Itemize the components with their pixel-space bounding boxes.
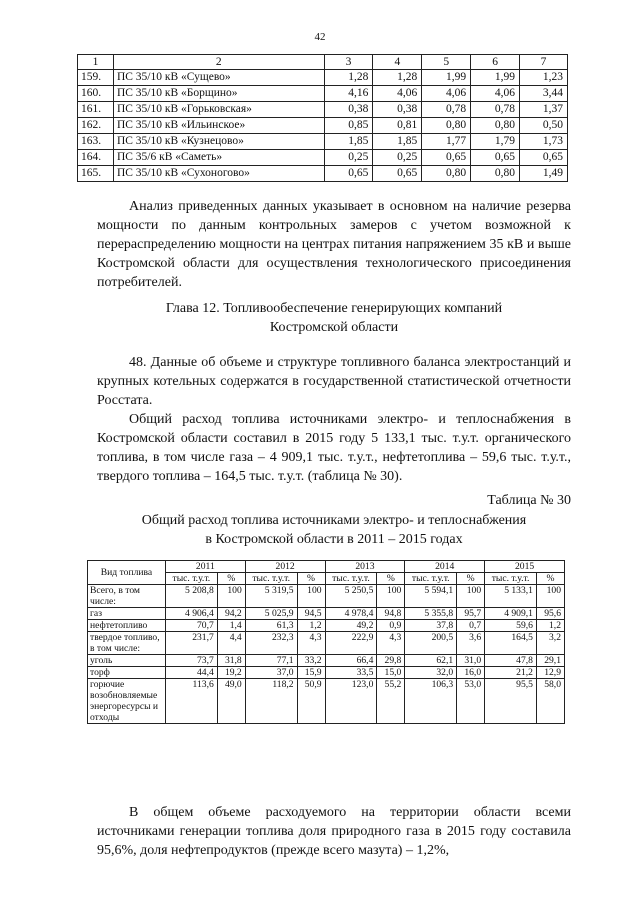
value-cell: 1,37 [520,102,568,118]
closing-paragraph: В общем объеме расходуемого на территории области всеми источниками генерации топлива доля природного газа в 2015 году составила 95,6%, доля нефтепродуктов (прежде всего мазута) – 1,2%, [97,805,571,858]
header-cell: 3 [324,55,373,70]
value-cell: 4,06 [471,86,520,102]
chapter-title-line-2: Костромской области [269,320,399,335]
substation-reserve-table [77,54,568,182]
value-cell: 0,78 [471,102,520,118]
value-cell: 1,77 [422,134,471,150]
table-row [78,86,568,102]
percent-cell: 55,2 [377,679,405,724]
header-cell: 5 [422,55,471,70]
value-cell: 5 208,8 [165,585,217,608]
table-row [88,608,565,620]
value-cell: 77,1 [245,655,297,667]
percent-cell: 0,9 [377,620,405,632]
header-cell: 6 [471,55,520,70]
percent-cell: 15,0 [377,667,405,679]
header-cell: 4 [373,55,422,70]
fuel-label: нефтетопливо [88,620,166,632]
value-cell: 1,79 [471,134,520,150]
percent-cell: 31,8 [217,655,245,667]
analysis-paragraph: Анализ приведенных данных указывает в основном на наличие резерва мощности по данным контрольных замеров с учетом возможной к перераспределению мощности на центрах питания напряжением 35 кВ и выше Костромской области для осуществления технологического присоединения потребителей. [97,199,571,290]
year-header-row [88,561,565,573]
row-number: 160. [78,86,114,102]
header-cell: 7 [520,55,568,70]
percent-cell: 100 [297,585,325,608]
value-cell: 1,85 [324,134,373,150]
value-cell: 0,50 [520,118,568,134]
percent-cell: 50,9 [297,679,325,724]
value-cell: 33,5 [325,667,377,679]
value-cell: 0,80 [471,118,520,134]
value-cell: 0,65 [422,150,471,166]
value-cell: 0,80 [422,166,471,182]
header-cell: 1 [78,55,114,70]
value-cell: 164,5 [485,632,537,655]
year-header: 2014 [405,561,485,573]
percent-cell: 29,1 [536,655,564,667]
percent-cell: 53,0 [457,679,485,724]
percent-cell: 100 [457,585,485,608]
substation-name: ПС 35/10 кВ «Борщино» [113,86,324,102]
value-cell: 0,65 [324,166,373,182]
table-header-row [78,55,568,70]
table-row [78,102,568,118]
value-cell: 32,0 [405,667,457,679]
year-header: 2011 [165,561,245,573]
substation-name: ПС 35/10 кВ «Кузнецово» [113,134,324,150]
value-cell: 5 025,9 [245,608,297,620]
table-row [78,118,568,134]
percent-cell: 95,6 [536,608,564,620]
value-cell: 113,6 [165,679,217,724]
value-cell: 0,38 [373,102,422,118]
value-cell: 0,65 [520,150,568,166]
value-cell: 5 133,1 [485,585,537,608]
percent-cell: 1,2 [536,620,564,632]
unit-header: тыс. т.у.т. [485,573,537,585]
row-number: 164. [78,150,114,166]
value-cell: 5 250,5 [325,585,377,608]
percent-cell: 3,6 [457,632,485,655]
page-number: 42 [314,31,326,43]
percent-cell: 31,0 [457,655,485,667]
value-cell: 1,49 [520,166,568,182]
substation-name: ПС 35/6 кВ «Саметь» [113,150,324,166]
value-cell: 1,23 [520,70,568,86]
value-cell: 70,7 [165,620,217,632]
value-cell: 4,06 [422,86,471,102]
fuel-consumption-table [87,560,565,724]
value-cell: 37,0 [245,667,297,679]
value-cell: 62,1 [405,655,457,667]
value-cell: 118,2 [245,679,297,724]
value-cell: 1,99 [422,70,471,86]
table-row [88,620,565,632]
table-row [78,150,568,166]
row-number: 161. [78,102,114,118]
percent-cell: 15,9 [297,667,325,679]
value-cell: 232,3 [245,632,297,655]
value-cell: 0,85 [324,118,373,134]
percent-cell: 33,2 [297,655,325,667]
year-header: 2012 [245,561,325,573]
value-cell: 0,38 [324,102,373,118]
value-cell: 37,8 [405,620,457,632]
value-cell: 1,28 [324,70,373,86]
fuel-label: горючие возобновляемые энергоресурсы и отходы [88,679,166,724]
value-cell: 21,2 [485,667,537,679]
table-row [88,679,565,724]
table-row [88,667,565,679]
unit-header: тыс. т.у.т. [245,573,297,585]
percent-cell: 1,4 [217,620,245,632]
percent-cell: 94,2 [217,608,245,620]
percent-header: % [297,573,325,585]
percent-cell: 100 [217,585,245,608]
year-header: 2015 [485,561,565,573]
percent-cell: 49,0 [217,679,245,724]
value-cell: 0,65 [373,166,422,182]
table-label: Таблица № 30 [487,493,571,508]
percent-cell: 4,3 [297,632,325,655]
percent-cell: 16,0 [457,667,485,679]
value-cell: 231,7 [165,632,217,655]
value-cell: 200,5 [405,632,457,655]
substation-name: ПС 35/10 кВ «Ильинское» [113,118,324,134]
percent-cell: 12,9 [536,667,564,679]
table-title-line-2: в Костромской области в 2011 – 2015 годах [205,532,463,547]
table-row [78,166,568,182]
unit-header: тыс. т.у.т. [325,573,377,585]
value-cell: 1,99 [471,70,520,86]
percent-header: % [536,573,564,585]
value-cell: 222,9 [325,632,377,655]
percent-cell: 100 [536,585,564,608]
row-number: 163. [78,134,114,150]
unit-header: тыс. т.у.т. [405,573,457,585]
fuel-type-header: Вид топлива [88,561,166,585]
value-cell: 106,3 [405,679,457,724]
percent-cell: 4,3 [377,632,405,655]
fuel-label: уголь [88,655,166,667]
value-cell: 5 319,5 [245,585,297,608]
value-cell: 4 909,1 [485,608,537,620]
value-cell: 4 978,4 [325,608,377,620]
table-row [88,655,565,667]
value-cell: 61,3 [245,620,297,632]
percent-cell: 100 [377,585,405,608]
fuel-label: газ [88,608,166,620]
value-cell: 5 355,8 [405,608,457,620]
percent-cell: 94,8 [377,608,405,620]
value-cell: 4,16 [324,86,373,102]
percent-cell: 95,7 [457,608,485,620]
table-row [88,585,565,608]
percent-cell: 0,7 [457,620,485,632]
row-number: 162. [78,118,114,134]
value-cell: 3,44 [520,86,568,102]
table-row [78,70,568,86]
value-cell: 0,65 [471,150,520,166]
value-cell: 44,4 [165,667,217,679]
header-cell: 2 [113,55,324,70]
percent-cell: 4,4 [217,632,245,655]
chapter-title-line-1: Глава 12. Топливообеспечение генерирующих компаний [165,301,503,316]
percent-cell: 94,5 [297,608,325,620]
value-cell: 5 594,1 [405,585,457,608]
value-cell: 49,2 [325,620,377,632]
fuel-label: Всего, в том числе: [88,585,166,608]
substation-name: ПС 35/10 кВ «Горьковская» [113,102,324,118]
value-cell: 1,28 [373,70,422,86]
value-cell: 1,85 [373,134,422,150]
paragraph-total-consumption: Общий расход топлива источниками электро- и теплоснабжения в Костромской области составил в 2015 году 5 133,1 тыс. т.у.т. органического топлива, в том числе газа – 4 909,1 тыс. т.у.т., нефтетоплива – 59,6 тыс. т.у.т., твердого топлива – 164,5 тыс. т.у.т. (таблица № 30). [97,412,571,484]
percent-header: % [217,573,245,585]
value-cell: 0,80 [422,118,471,134]
table-row [78,134,568,150]
row-number: 165. [78,166,114,182]
year-header: 2013 [325,561,405,573]
value-cell: 47,8 [485,655,537,667]
value-cell: 66,4 [325,655,377,667]
value-cell: 95,5 [485,679,537,724]
paragraph-48: 48. Данные об объеме и структуре топливного баланса электростанций и крупных котельных содержатся в государственной статистической отчетности Росстата. [97,355,571,408]
value-cell: 0,25 [324,150,373,166]
fuel-label: твердое топливо, в том числе: [88,632,166,655]
percent-header: % [457,573,485,585]
value-cell: 0,25 [373,150,422,166]
value-cell: 73,7 [165,655,217,667]
fuel-label: торф [88,667,166,679]
percent-cell: 3,2 [536,632,564,655]
value-cell: 0,80 [471,166,520,182]
percent-cell: 58,0 [536,679,564,724]
table-row [88,632,565,655]
value-cell: 0,78 [422,102,471,118]
percent-cell: 1,2 [297,620,325,632]
row-number: 159. [78,70,114,86]
value-cell: 4 906,4 [165,608,217,620]
value-cell: 1,73 [520,134,568,150]
substation-name: ПС 35/10 кВ «Сущево» [113,70,324,86]
value-cell: 4,06 [373,86,422,102]
table-title-line-1: Общий расход топлива источниками электро- и теплоснабжения [141,513,527,528]
percent-cell: 19,2 [217,667,245,679]
percent-header: % [377,573,405,585]
value-cell: 59,6 [485,620,537,632]
value-cell: 0,81 [373,118,422,134]
unit-header: тыс. т.у.т. [165,573,217,585]
substation-name: ПС 35/10 кВ «Сухоногово» [113,166,324,182]
value-cell: 123,0 [325,679,377,724]
percent-cell: 29,8 [377,655,405,667]
